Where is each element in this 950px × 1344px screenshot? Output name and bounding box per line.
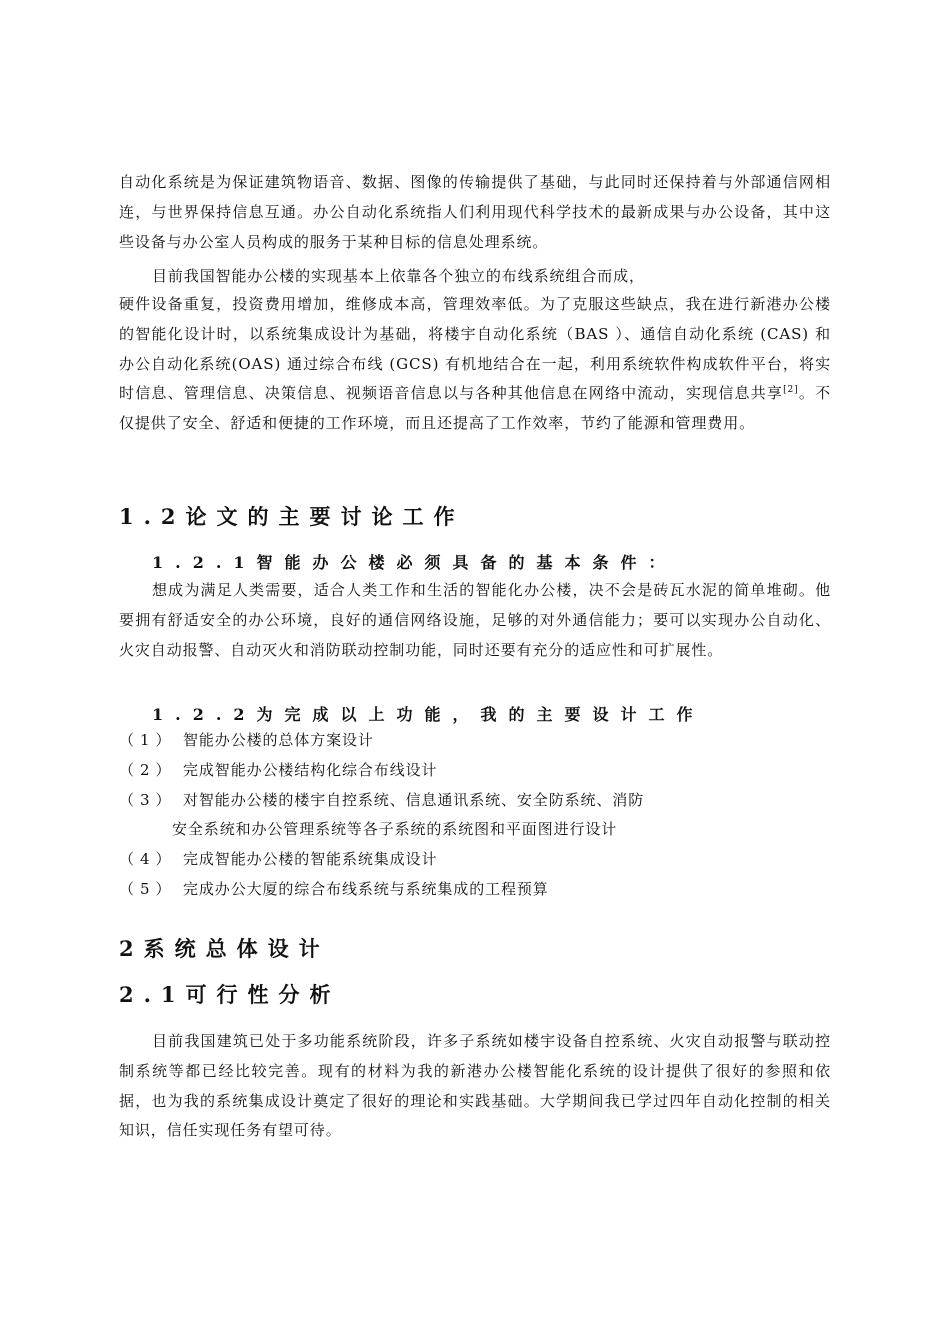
list-item-text: 智能办公楼的总体方案设计 bbox=[183, 731, 374, 749]
list-item-number: （3） bbox=[119, 791, 177, 809]
paragraph-current-text-b: 。不仅提供了安全、舒适和便捷的工作环境，而且还提高了工作效率，节约了能源和管理费用。 bbox=[119, 384, 831, 433]
list-item-number: （2） bbox=[119, 761, 177, 779]
paragraph-basic-conditions: 想成为满足人类需要，适合人类工作和生活的智能化办公楼，决不会是砖瓦水泥的简单堆砌。他要拥有舒适安全的办公环境，良好的通信网络设施，足够的对外通信能力；要可以实现办公自动化、火灾自动报警、自动灭火和消防联动控制功能，同时还要有充分的适应性和可扩展性。 bbox=[119, 581, 831, 659]
list-item-number: （5） bbox=[119, 880, 177, 898]
heading-1-2: 1.2论文的主要讨论工作 bbox=[119, 504, 465, 529]
paragraph-current-situation bbox=[119, 290, 831, 439]
list-item bbox=[119, 879, 549, 899]
list-item-text: 完成智能办公楼的智能系统集成设计 bbox=[183, 850, 438, 868]
list-item-text: 安全系统和办公管理系统等各子系统的系统图和平面图进行设计 bbox=[172, 820, 618, 838]
list-item bbox=[119, 790, 644, 810]
paragraph-intro: 自动化系统是为保证建筑物语音、数据、图像的传输提供了基础，与此同时还保持着与外部通信网相连，与世界保持信息互通。办公自动化系统指人们利用现代科学技术的最新成果与办公设备，其中这些设备与办公室人员构成的服务于某种目标的信息处理系统。 bbox=[119, 173, 831, 251]
list-item-number: （4） bbox=[119, 850, 177, 868]
list-item bbox=[119, 760, 437, 780]
heading-2-1: 2.1可行性分析 bbox=[119, 982, 341, 1007]
paragraph-current-first-line: 目前我国智能办公楼的实现基本上依靠各个独立的布线系统组合而成， bbox=[152, 267, 645, 285]
paragraph-feasibility: 目前我国建筑已处于多功能系统阶段，许多子系统如楼宇设备自控系统、火灾自动报警与联动控制系统等都已经比较完善。现有的材料为我的新港办公楼智能化系统的设计提供了很好的参照和依据，也为我的系统集成设计奠定了很好的理论和实践基础。大学期间我已学过四年自动化控制的相关知识，信任实现任务有望可待。 bbox=[119, 1032, 831, 1140]
list-item-text: 完成办公大厦的综合布线系统与系统集成的工程预算 bbox=[183, 880, 549, 898]
heading-2: 2系统总体设计 bbox=[119, 936, 330, 961]
list-item-continuation bbox=[172, 819, 617, 839]
paragraph-current-text-a: 硬件设备重复，投资费用增加，维修成本高，管理效率低。为了克服这些缺点，我在进行新港办公楼的智能化设计时，以系统集成设计为基础，将楼宇自动化系统（BAS ）、通信自动化系统 (CAS) 和办公自动化系统(OAS) 通过综合布线 (GCS) 有机地结合在一起，利用系统软件构成软件平台，将实时信息、管理信息、决策信息、视频语音信息以与各种其他信息在网络中流动，实现信息共享 bbox=[119, 295, 831, 403]
list-item-text: 完成智能办公楼结构化综合布线设计 bbox=[183, 761, 438, 779]
heading-1-2-1: 1.2.1智能办公楼必须具备的基本条件： bbox=[152, 553, 677, 572]
list-item bbox=[119, 849, 437, 869]
heading-1-2-2: 1.2.2为完成以上功能，我的主要设计工作 bbox=[152, 705, 705, 724]
list-item bbox=[119, 730, 374, 750]
list-item-number: （1） bbox=[119, 731, 177, 749]
list-item-text: 对智能办公楼的楼宇自控系统、信息通讯系统、安全防系统、消防 bbox=[183, 791, 645, 809]
citation-ref: [2] bbox=[783, 385, 799, 396]
